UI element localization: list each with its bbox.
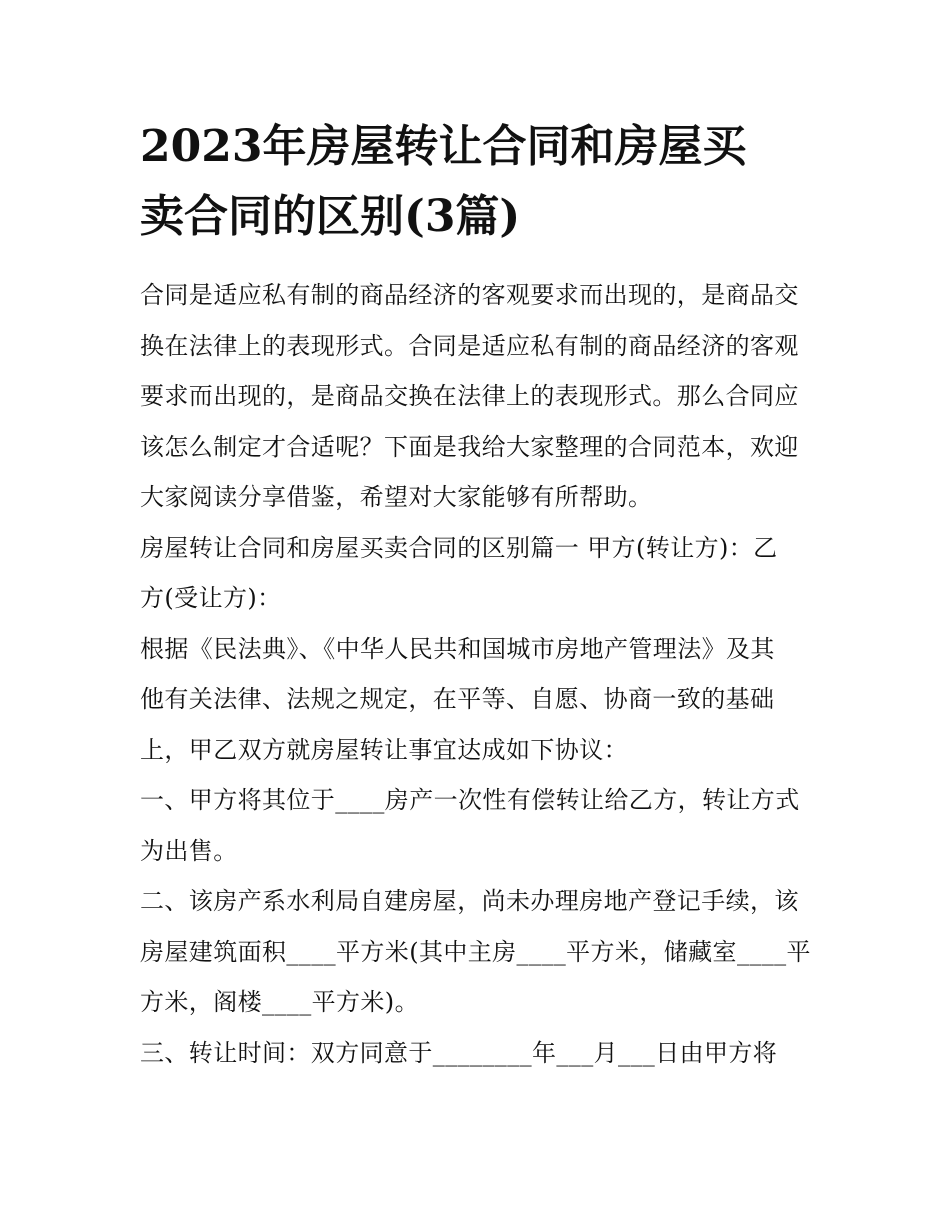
clause-1-paragraph xyxy=(140,775,820,876)
document-title xyxy=(140,112,820,252)
title-line-1: 2023年房屋转让合同和房屋买 xyxy=(140,121,747,172)
text-line: 他有关法律、法规之规定，在平等、自愿、协商一致的基础 xyxy=(140,685,775,713)
text-line: 三、转让时间：双方同意于________年___月___日由甲方将 xyxy=(140,1038,778,1067)
text-line: 房屋转让合同和房屋买卖合同的区别篇一 甲方(转让方)：乙 xyxy=(140,533,778,562)
text-line: 方(受让方)： xyxy=(140,584,282,612)
text-line: 大家阅读分享借鉴，希望对大家能够有所帮助。 xyxy=(140,483,653,511)
text-line: 一、甲方将其位于____房产一次性有偿转让给乙方，转让方式 xyxy=(140,786,800,814)
document-page xyxy=(140,112,820,1078)
text-line: 合同是适应私有制的商品经济的客观要求而出现的，是商品交 xyxy=(140,281,799,309)
intro-paragraph xyxy=(140,270,820,523)
title-line-2: 卖合同的区别(3篇) xyxy=(140,191,521,242)
clause-3-paragraph xyxy=(140,1028,820,1079)
section-heading-paragraph xyxy=(140,523,820,624)
text-line: 上，甲乙双方就房屋转让事宜达成如下协议： xyxy=(140,735,628,764)
text-line: 换在法律上的表现形式。合同是适应私有制的商品经济的客观 xyxy=(140,331,799,360)
text-line: 方米，阁楼____平方米)。 xyxy=(140,988,419,1016)
text-line: 该怎么制定才合适呢？下面是我给大家整理的合同范本，欢迎 xyxy=(140,432,799,461)
clause-2-paragraph xyxy=(140,876,820,1028)
text-line: 房屋建筑面积____平方米(其中主房____平方米，储藏室____平 xyxy=(140,937,811,966)
legal-basis-paragraph xyxy=(140,624,820,776)
text-line: 二、该房产系水利局自建房屋，尚未办理房地产登记手续，该 xyxy=(140,887,799,915)
text-line: 根据《民法典》、《中华人民共和国城市房地产管理法》及其 xyxy=(140,634,775,663)
text-line: 为出售。 xyxy=(140,836,238,865)
text-line: 要求而出现的，是商品交换在法律上的表现形式。那么合同应 xyxy=(140,382,799,410)
